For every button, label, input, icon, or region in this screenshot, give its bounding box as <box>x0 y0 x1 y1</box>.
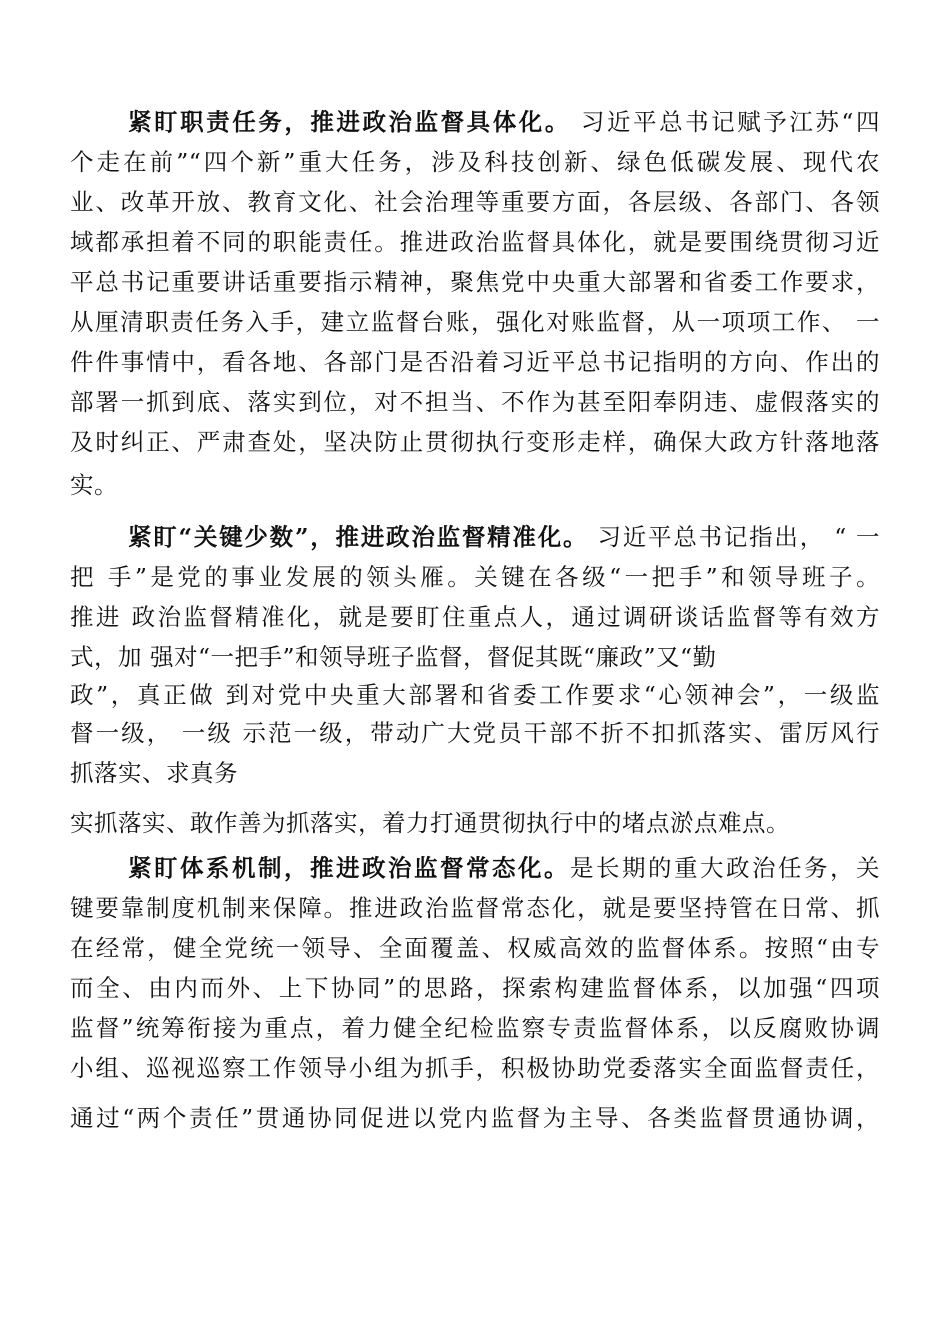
paragraph-line: 通过“两个责任”贯通协同促进以党内监督为主导、各类监督贯通协调， <box>70 1104 880 1132</box>
paragraph-line: 推进 政治监督精准化，就是要盯住重点人，通过调研谈话监督等有效方 <box>70 603 880 631</box>
paragraph-line <box>128 522 880 552</box>
paragraph-line: 抓落实、求真务 <box>70 759 238 787</box>
paragraph-line: 及时纠正、严肃查处，坚决防止贯彻执行变形走样，确保大政方针落地落 <box>70 428 880 456</box>
paragraph-line: 实抓落实、敢作善为抓落实，着力打通贯彻执行中的堵点淤点难点。 <box>70 809 790 837</box>
paragraph-heading: 紧盯“关键少数”，推进政治监督精准化。 <box>128 523 589 551</box>
paragraph-line: 从厘清职责任务入手，建立监督台账，强化对账监督，从一项项工作、 一 <box>70 308 880 336</box>
paragraph-line <box>128 853 880 883</box>
paragraph-line: 键要靠制度机制来保障。推进政治监督常态化，就是要坚持管在日常、抓 <box>70 894 880 922</box>
paragraph-text: 是长期的重大政治任务，关 <box>570 854 880 882</box>
paragraph-text: 习近平总书记赋予江苏“四 <box>570 108 881 136</box>
paragraph-line: 件件事情中，看各地、各部门是否沿着习近平总书记指明的方向、作出的 <box>70 348 880 376</box>
paragraph-line: 在经常，健全党统一领导、全面覆盖、权威高效的监督体系。按照“由专 <box>70 934 880 962</box>
paragraph-line: 政”，真正做 到对党中央重大部署和省委工作要求“心领神会”，一级监 <box>70 681 880 709</box>
paragraph-line: 督一级， 一级 示范一级，带动广大党员干部不折不扣抓落实、雷厉风行 <box>70 719 880 747</box>
paragraph-line: 而全、由内而外、上下协同”的思路，探索构建监督体系，以加强“四项 <box>70 974 880 1002</box>
paragraph-line <box>128 107 880 137</box>
paragraph-line: 实。 <box>70 471 118 499</box>
paragraph-line: 业、改革开放、教育文化、社会治理等重要方面，各层级、各部门、各领 <box>70 188 880 216</box>
paragraph-line: 部署一抓到底、落实到位，对不担当、不作为甚至阳奉阴违、虚假落实的 <box>70 388 880 416</box>
paragraph-line: 小组、巡视巡察工作领导小组为抓手，积极协助党委落实全面监督责任， <box>70 1054 880 1082</box>
paragraph-line: 个走在前”“四个新”重大任务，涉及科技创新、绿色低碳发展、现代农 <box>70 148 880 176</box>
paragraph-heading: 紧盯职责任务，推进政治监督具体化。 <box>128 108 571 136</box>
paragraph-text: 习近平总书记指出， “ 一 <box>588 523 880 551</box>
paragraph-line: 域都承担着不同的职能责任。推进政治监督具体化，就是要围绕贯彻习近 <box>70 228 880 256</box>
paragraph-line: 把 手”是党的事业发展的领头雁。关键在各级“一把手”和领导班子。 <box>70 563 880 591</box>
paragraph-heading: 紧盯体系机制，推进政治监督常态化。 <box>128 854 570 882</box>
paragraph-line: 式，加 强对“一把手”和领导班子监督，督促其既“廉政”又“勤 <box>70 643 717 671</box>
paragraph-line: 监督”统筹衔接为重点，着力健全纪检监察专责监督体系，以反腐败协调 <box>70 1014 880 1042</box>
paragraph-line: 平总书记重要讲话重要指示精神，聚焦党中央重大部署和省委工作要求， <box>70 268 880 296</box>
